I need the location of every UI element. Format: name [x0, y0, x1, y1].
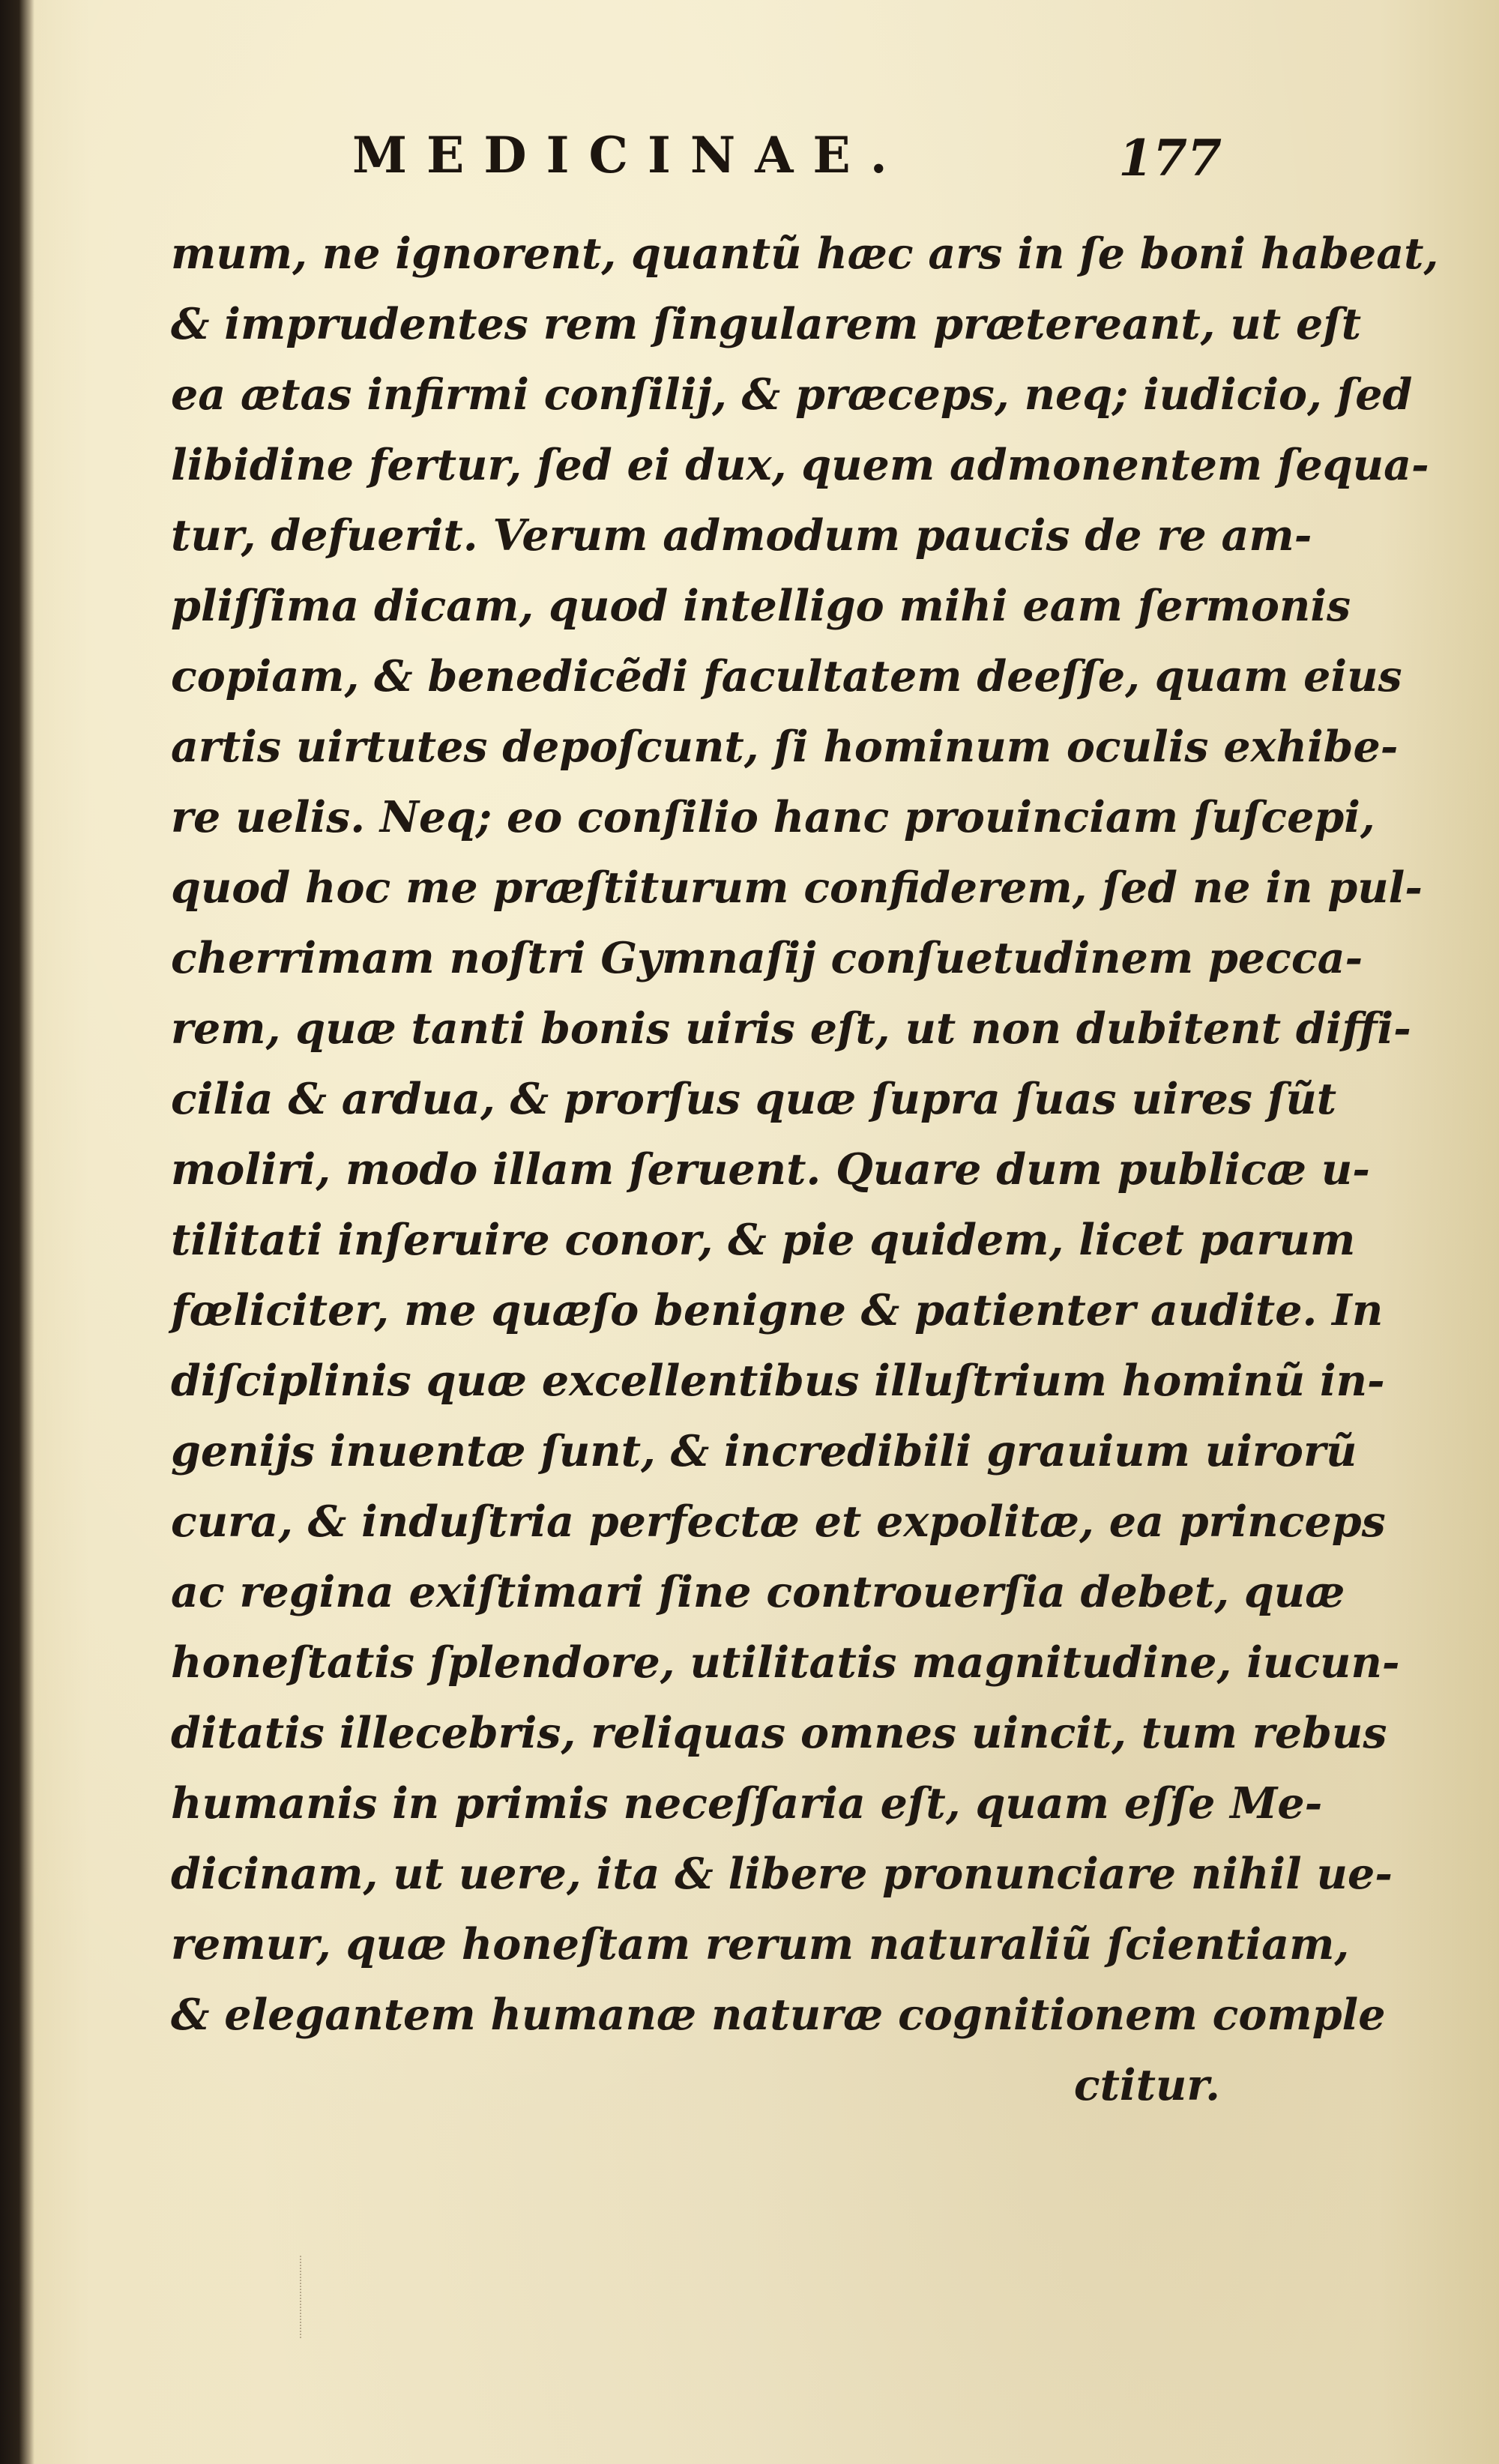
text-line: ditatis illecebris, reliquas omnes uincit, tum rebus	[171, 1708, 1387, 1758]
text-line: tur, defuerit. Verum admodum paucis de re am-	[171, 510, 1312, 561]
text-line: ac regina exiſtimari ſine controuerſia debet, quæ	[171, 1567, 1345, 1617]
text-line: re uelis. Neq; eo conſilio hanc prouinciam ſuſcepi,	[171, 792, 1375, 842]
ink-smudge	[300, 2256, 331, 2338]
text-line: fœliciter, me quæſo benigne & patienter audite. In	[171, 1285, 1384, 1335]
text-line: libidine fertur, ſed ei dux, quem admonentem ſequa-	[171, 440, 1429, 490]
text-line: mum, ne ignorent, quantũ hæc ars in ſe boni habeat,	[171, 229, 1439, 279]
text-line: copiam, & benedicẽdi facultatem deeſſe, quam eius	[171, 651, 1402, 701]
page-header	[352, 126, 1237, 193]
text-line: ea ætas infirmi conſilij, & præceps, neq; iudicio, ſed	[171, 369, 1413, 420]
text-line: honeſtatis ſplendore, utilitatis magnitudine, iucun-	[171, 1637, 1400, 1688]
text-line: pliſſima dicam, quod intelligo mihi eam ſermonis	[171, 581, 1351, 631]
text-line: quod hoc me præſtiturum confiderem, ſed ne in pul-	[171, 863, 1423, 913]
text-line: & imprudentes rem ſingularem prætereant, ut eſt	[171, 299, 1362, 349]
text-line: remur, quæ honeſtam rerum naturaliũ ſcientiam,	[171, 1919, 1350, 1969]
binding-gutter	[0, 0, 34, 2464]
text-line: cilia & ardua, & prorſus quæ ſupra ſuas uires ſũt	[171, 1074, 1337, 1124]
text-line: dicinam, ut uere, ita & libere pronunciare nihil ue-	[171, 1849, 1393, 1899]
body-text	[171, 219, 1439, 2121]
text-line: diſciplinis quæ excellentibus illuſtrium hominũ in-	[171, 1356, 1385, 1406]
text-line: cherrimam noſtri Gymnaſij conſuetudinem pecca-	[171, 933, 1363, 983]
text-line: & elegantem humanæ naturæ cognitionem comple	[171, 1990, 1386, 2040]
text-line: ctitur.	[1073, 2060, 1220, 2110]
text-line: artis uirtutes depoſcunt, ſi hominum oculis exhibe-	[171, 722, 1399, 772]
text-line: tilitati inſeruire conor, & pie quidem, licet parum	[171, 1215, 1356, 1265]
text-line: cura, & induſtria perfectæ et expolitæ, ea princeps	[171, 1497, 1386, 1547]
running-head: MEDICINAE.	[352, 126, 907, 184]
text-line: genijs inuentæ ſunt, & incredibili grauium uirorũ	[171, 1426, 1357, 1476]
page-number: 177	[1118, 129, 1222, 187]
text-line: rem, quæ tanti bonis uiris eſt, ut non dubitent diffi-	[171, 1003, 1411, 1054]
text-line: moliri, modo illam ſeruent. Quare dum publicæ u-	[171, 1144, 1370, 1195]
text-line: humanis in primis neceſſaria eſt, quam eſſe Me-	[171, 1778, 1323, 1829]
